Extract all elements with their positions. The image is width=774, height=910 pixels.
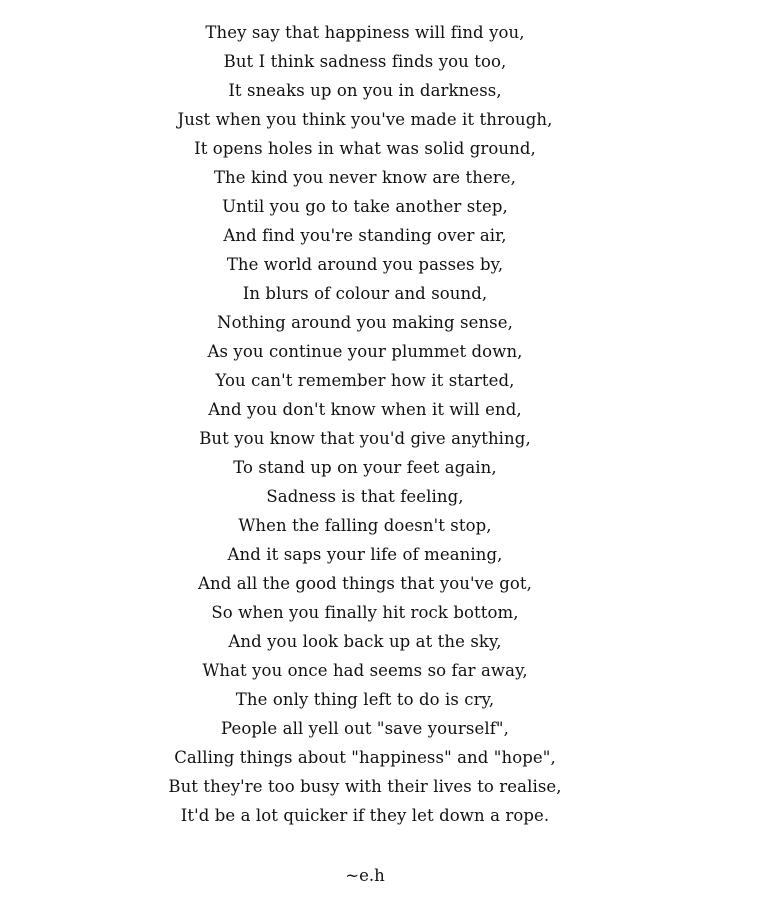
poem-line: Sadness is that feeling, [266, 487, 464, 506]
poem-line: To stand up on your feet again, [233, 458, 497, 477]
poem-line: Until you go to take another step, [222, 197, 508, 216]
poem-signature: ~e.h [345, 866, 385, 885]
poem-line: You can't remember how it started, [215, 371, 515, 390]
poem-line: Calling things about "happiness" and "hope", [174, 748, 556, 767]
poem-line: So when you finally hit rock bottom, [211, 603, 519, 622]
poem-line: And it saps your life of meaning, [227, 545, 503, 564]
poem-line: People all yell out "save yourself", [221, 719, 509, 738]
poem-line: The only thing left to do is cry, [235, 690, 495, 709]
poem-line: The kind you never know are there, [213, 168, 517, 187]
poem-line: When the falling doesn't stop, [238, 516, 492, 535]
poem-line: It sneaks up on you in darkness, [228, 81, 502, 100]
poem-line: But I think sadness finds you too, [223, 52, 507, 71]
poem-line: The world around you passes by, [226, 255, 504, 274]
poem-line: As you continue your plummet down, [207, 342, 523, 361]
poem-line: They say that happiness will find you, [205, 23, 525, 42]
poem-line: Just when you think you've made it through, [177, 110, 553, 129]
poem-line: And find you're standing over air, [223, 226, 507, 245]
poem-line: But they're too busy with their lives to realise, [168, 777, 562, 796]
poem-line: It'd be a lot quicker if they let down a rope. [180, 806, 550, 825]
poem-line: But you know that you'd give anything, [199, 429, 531, 448]
poem-line: In blurs of colour and sound, [242, 284, 488, 303]
poem-text [0, 18, 730, 830]
poem-line: Nothing around you making sense, [217, 313, 513, 332]
poem-line: And you don't know when it will end, [208, 400, 522, 419]
poem-line: What you once had seems so far away, [202, 661, 528, 680]
poem-line: It opens holes in what was solid ground, [194, 139, 536, 158]
poem-line: And all the good things that you've got, [197, 574, 533, 593]
poem-line: And you look back up at the sky, [228, 632, 502, 651]
